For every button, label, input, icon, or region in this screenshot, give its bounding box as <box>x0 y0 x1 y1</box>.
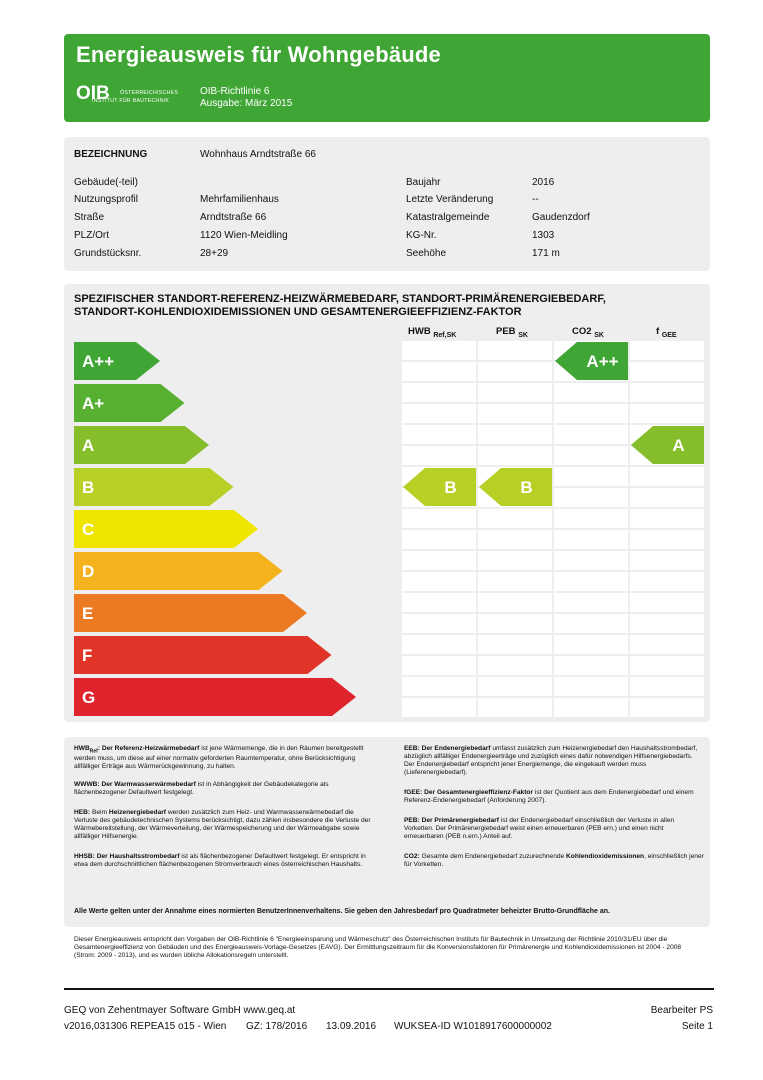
grid-cell <box>478 446 552 465</box>
building-info <box>64 137 710 271</box>
grid-cell <box>630 362 704 381</box>
guideline-edition: Ausgabe: März 2015 <box>200 98 293 109</box>
grid-cell <box>554 488 628 507</box>
grid-cell <box>402 656 476 675</box>
grid-cell <box>478 614 552 633</box>
grid-cell <box>478 383 552 402</box>
info-label: Straße <box>74 212 105 223</box>
energy-class-label: F <box>82 646 93 665</box>
energy-class-arrow <box>74 510 258 548</box>
definition-hhsb: HHSB: Der Haushaltsstrombedarf ist als flächenbezogener Defaultwert festgelegt. Er entspricht in etwa dem durchschnittlichen flächenbezogenen Stromverbrauch eines österreichischen Haushalts. <box>74 853 366 868</box>
energy-class-arrow <box>74 552 283 590</box>
rating-label: B <box>444 478 457 497</box>
rating-label: B <box>520 478 533 497</box>
grid-cell <box>630 551 704 570</box>
guideline-name: OIB-Richtlinie 6 <box>200 86 270 97</box>
grid-cell <box>478 362 552 381</box>
info-label: Seehöhe <box>406 248 447 259</box>
grid-cell <box>630 656 704 675</box>
grid-cell <box>402 677 476 696</box>
oib-logo-sub2: INSTITUT FÜR BAUTECHNIK <box>92 98 170 104</box>
definition-co2: CO2: Gesamte dem Endenergiebedarf zuzurechnende Kohlendioxidemissionen, einschließlich jener für Vorketten. <box>404 853 704 868</box>
definition-hwb: $HWB_{Ref}$: Der Referenz-Heizwärmebedarf ist jene Wärmemenge, die in den Räumen bereitgestellt werden muss, um diese auf einer normativ geforderten Raumtemperatur, ohne Berücksichtigung allfälliger Erträge aus Wärmerückgewinnung, zu halten. <box>74 745 364 771</box>
scale-title-line2: STANDORT-KOHLENDIOXIDEMISSIONEN UND GESAMTENERGIEEFFIZIENZ-FAKTOR <box>74 306 522 318</box>
grid-cell <box>630 677 704 696</box>
grid-cell <box>478 593 552 612</box>
grid-cell <box>402 614 476 633</box>
designation-value: Wohnhaus Arndtstraße 66 <box>200 149 316 160</box>
grid-cell <box>630 698 704 717</box>
info-value: Gaudenzdorf <box>532 212 590 223</box>
info-value: Arndtstraße 66 <box>200 212 267 223</box>
column-header-sub: Ref,SK <box>433 331 457 339</box>
grid-cell <box>478 509 552 528</box>
energy-class-label: D <box>82 562 95 581</box>
grid-cell <box>630 530 704 549</box>
grid-cell <box>554 593 628 612</box>
energy-class-label: B <box>82 478 95 497</box>
energy-class-label: G <box>82 688 96 707</box>
grid-cell <box>630 467 704 486</box>
grid-cell <box>402 530 476 549</box>
energy-scale-graphic <box>64 284 710 722</box>
rating-label: A++ <box>586 352 619 371</box>
info-label: Nutzungsprofil <box>74 194 138 205</box>
energy-class-label: E <box>82 604 94 623</box>
designation-label: BEZEICHNUNG <box>74 149 148 160</box>
definition-peb: PEB: Der Primärenergiebedarf ist der Endenergiebedarf einschließlich der Verluste in allen Vorketten. Der Primärenergiebedarf weist einen erneuerbaren (PEB ern.) und einen nicht erneuerbaren (PEB n.ern.) Anteil auf. <box>404 817 675 840</box>
legal-note: Dieser Energieausweis entspricht den Vorgaben der OIB-Richtlinie 6 "Energieeinsparung und Wärmeschutz" des Österreichischen Instituts für Bautechnik in Umsetzung der Richtlinie 2010/31/EU über die Gesamtenergieeffizienz von Gebäuden und des Energieausweis-Vorlage-Gesetzes (EAVG). Der Ermittlungszeitraum für die Konversionsfaktoren für Primärenergie und Kohlendioxidemissionen ist 2004 - 2008 (Strom: 2009 - 2013), und es wurden übliche Allokationsregeln unterstellt. <box>74 936 682 959</box>
energy-class-arrow <box>74 468 234 506</box>
energy-class-arrow <box>74 678 356 716</box>
energy-class-arrow <box>74 636 332 674</box>
grid-cell <box>402 551 476 570</box>
grid-cell <box>402 593 476 612</box>
grid-cell <box>478 572 552 591</box>
grid-cell <box>554 404 628 423</box>
oib-logo-text: OIB <box>76 83 110 104</box>
footer-editor: Bearbeiter PS <box>650 1005 713 1016</box>
grid-cell <box>402 509 476 528</box>
grid-cell <box>554 698 628 717</box>
energy-scale-section <box>64 284 710 722</box>
footer-version: v2016,031306 REPEA15 o15 - Wien <box>64 1021 227 1032</box>
grid-cell <box>402 572 476 591</box>
scale-title-line1: SPEZIFISCHER STANDORT-REFERENZ-HEIZWÄRMEBEDARF, STANDORT-PRIMÄRENERGIEBEDARF, <box>74 293 606 305</box>
grid-cell <box>478 677 552 696</box>
certificate-header <box>64 34 710 122</box>
grid-cell <box>478 698 552 717</box>
info-label: Grundstücksnr. <box>74 248 142 259</box>
info-value: 2016 <box>532 177 555 188</box>
grid-cell <box>554 677 628 696</box>
info-label: PLZ/Ort <box>74 230 110 241</box>
grid-cell <box>478 656 552 675</box>
info-label: Baujahr <box>406 177 441 188</box>
column-header-sub: SK <box>518 331 528 339</box>
column-header-main: PEB <box>496 326 516 337</box>
guideline-info <box>200 86 292 110</box>
info-label: Katastralgemeinde <box>406 212 490 223</box>
grid-cell <box>554 551 628 570</box>
footer-page: Seite 1 <box>681 1021 713 1032</box>
grid-cell <box>554 635 628 654</box>
energy-class-arrow <box>74 594 307 632</box>
energy-class-label: A <box>82 436 95 455</box>
grid-cell <box>554 467 628 486</box>
definition-fgee: fGEE: Der Gesamtenergieeffizienz-Faktor ist der Quotient aus dem Endenergiebedarf und einem Referenz-Endenergiebedarf (Anforderung 2007). <box>404 789 694 804</box>
energy-class-label: A++ <box>82 352 115 371</box>
column-header-sub: GEE <box>661 331 677 339</box>
rating-label: A <box>672 436 685 455</box>
footer-gz: GZ: 178/2016 <box>246 1021 308 1032</box>
grid-cell <box>478 425 552 444</box>
grid-cell <box>554 446 628 465</box>
info-label: Letzte Veränderung <box>406 194 494 205</box>
definition-eeb: EEB: Der Endenergiebedarf umfasst zusätzlich zum Heizenergiebedarf den Haushaltsstrombedarf, abzüglich allfälliger Endenergieerträge und zuzüglich eines dafür notwendigen Hilfsenergiebedarfs. Der Endenergiebedarf entspricht jener Energiemenge, die eingekauft werden muss (Lieferenergiebedarf). <box>404 745 698 776</box>
grid-cell <box>478 341 552 360</box>
info-value: 1303 <box>532 230 555 241</box>
grid-cell <box>478 404 552 423</box>
energy-class-label: A+ <box>82 394 105 413</box>
column-header-main: f <box>656 326 660 337</box>
grid-cell <box>402 446 476 465</box>
grid-cell <box>630 593 704 612</box>
oib-logo <box>76 84 186 114</box>
definition-wwwb: WWWB: Der Warmwasserwärmebedarf ist in Abhängigkeit der Gebäudekategorie als flächenbezogener Defaultwert festgelegt. <box>74 781 329 796</box>
grid-cell <box>554 425 628 444</box>
info-value: 171 m <box>532 248 560 259</box>
grid-cell <box>630 341 704 360</box>
grid-cell <box>630 509 704 528</box>
values-summary: Alle Werte gelten unter der Annahme eines normierten BenutzerInnenverhaltens. Sie geben den Jahresbedarf pro Quadratmeter beheizter Brutto-Grundfläche an. <box>74 908 611 915</box>
info-label: KG-Nr. <box>406 230 437 241</box>
footer-wuksea-id: WUKSEA-ID W1018917600000002 <box>394 1021 552 1032</box>
footer-divider <box>64 988 714 990</box>
grid-cell <box>402 635 476 654</box>
grid-cell <box>478 530 552 549</box>
grid-cell <box>554 572 628 591</box>
column-header-main: CO2 <box>572 326 592 337</box>
grid-cell <box>554 530 628 549</box>
oib-logo-sub1: ÖSTERREICHISCHES <box>120 90 179 96</box>
grid-cell <box>630 383 704 402</box>
grid-cell <box>554 614 628 633</box>
footer-date: 13.09.2016 <box>326 1021 377 1032</box>
info-value: Mehrfamilienhaus <box>200 194 279 205</box>
grid-cell <box>630 488 704 507</box>
grid-cell <box>630 404 704 423</box>
grid-cell <box>554 383 628 402</box>
column-header-main: HWB <box>408 326 431 337</box>
definitions-box <box>64 737 710 927</box>
grid-cell <box>554 656 628 675</box>
info-value: -- <box>532 194 539 205</box>
grid-cell <box>402 698 476 717</box>
grid-cell <box>402 383 476 402</box>
grid-cell <box>478 635 552 654</box>
grid-cell <box>554 509 628 528</box>
footer-software: GEQ von Zehentmayer Software GmbH www.geq.at <box>64 1005 296 1016</box>
grid-cell <box>630 614 704 633</box>
grid-cell <box>402 341 476 360</box>
energy-class-label: C <box>82 520 95 539</box>
info-value: 28+29 <box>200 248 229 259</box>
grid-cell <box>630 635 704 654</box>
document-title: Energieausweis für Wohngebäude <box>76 42 441 67</box>
grid-cell <box>402 404 476 423</box>
definition-heb: HEB: Beim Heizenergiebedarf werden zusätzlich zum Heiz- und Warmwasserwärmebedarf die Verluste des gebäudetechnischen Systems berücksichtigt, dazu zählen insbesondere die Verluste der Wärmebereitstellung, der Wärmeverteilung, der Wärmespeicherung und der Wärmeabgabe sowie allfälliger Hilfsenergie. <box>74 809 371 840</box>
info-value: 1120 Wien-Meidling <box>200 230 288 241</box>
column-header-sub: SK <box>594 331 604 339</box>
grid-cell <box>478 551 552 570</box>
info-label: Gebäude(-teil) <box>74 177 138 188</box>
grid-cell <box>402 425 476 444</box>
grid-cell <box>630 572 704 591</box>
grid-cell <box>402 362 476 381</box>
